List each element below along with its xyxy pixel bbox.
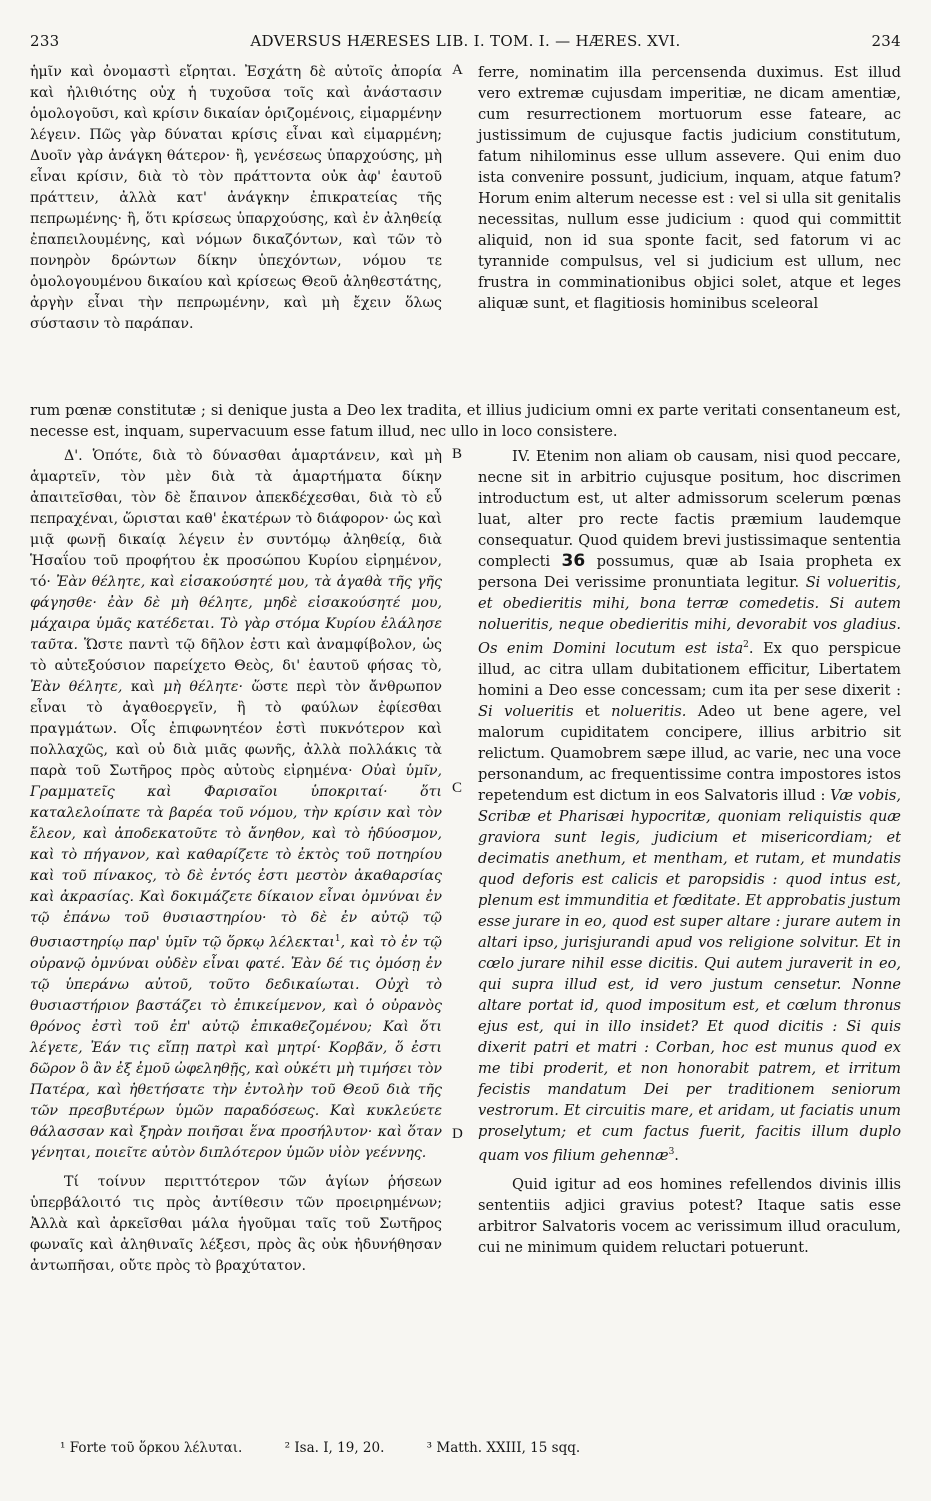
page-number-right: 234 (871, 32, 901, 50)
greek-text: Ὥστε παντὶ τῷ δῆλον ἐστι καὶ ἀναμφίβολον, ὡς τὸ αὐτεξούσιον παρείχετο Θεὸς, δι' ἑαυτοῦ φήσας τὸ, (30, 637, 442, 674)
latin-text: et (585, 702, 600, 720)
greek-column-b (30, 446, 442, 1277)
marginal-page-number: 36 (561, 551, 586, 571)
latin-quote-matthew: Væ vobis, Scribæ et Pharisæi hypocritæ, quoniam reliquistis quæ graviora sunt legis, judicium et misericordiam; et decimatis anethum, et mentham, et rutam, et mundatis quod deforis est calicis et paropsidis : quod intus est, plenum est immunditia et fœditate. Et approbatis justum esse jurare in eo, quod est super altare : jurare autem in altari ipso, jurisjurandi apud vos religione solvitur. Et in cœlo jurare nihil esse dicitis. Qui autem juraverit in eo, qui supra illud est, id vero justum censetur. Nonne altare portat id, quod impositum est, et cœlum thronus ejus est, qui in illo insidet? Et quod dicitis : Si quis dixerit patri et matri : Corban, hoc est munus quod ex me tibi proderit, et non honorabit patrem, et irritum fecistis mandatum Dei per traditionem seniorum vestrorum. Et circuitis mare, et aridam, ut faciatis unum proselytum; et cum factus fuerit, facitis illum duplo quam vos filium gehennæ (478, 786, 901, 1164)
latin-column-a (478, 62, 901, 314)
margin-mark-b: B (452, 446, 463, 462)
latin-paragraph-b2: Quid igitur ad eos homines refellendos divinis illis sententiis adjici gravius potest? Itaque satis esse arbitror Salvatoris vocem ac verissimum illud oraculum, cui ne minimum quidem reluctari potuerunt. (478, 1175, 901, 1256)
footnote-ref-2: 2 (743, 640, 749, 650)
footnote-ref-3: 3 (668, 1146, 675, 1157)
greek-text: ὥστε περὶ τὸν ἄνθρωπον εἶναι τὸ ἀγαθοεργεῖν, ἢ τὸ φαύλων ἐφίεσθαι πραγμάτων. Οἷς ἐπιφωνητέον ἐστὶ πυκνότερον καὶ πολλαχῶς, καὶ οὐ διὰ μιᾶς φωνῆς, ἀλλὰ πολλάκις τὰ παρὰ τοῦ Σωτῆρος πρὸς αὐτοὺς εἰρημένα· (30, 679, 442, 779)
latin-full-width-line (30, 400, 901, 442)
footnote-1: ¹ Forte τοῦ ὅρκου λέλυται. (60, 1440, 243, 1456)
greek-text: Δ'. Ὁπότε, διὰ τὸ δύνασθαι ἁμαρτάνειν, καὶ μὴ ἁμαρτεῖν, τὸν μὲν διὰ τὰ ἁμαρτήματα δίκην ἀπαιτεῖσθαι, τὸν δὲ ἔπαινον ἀπεκδέχεσθαι, διὰ τὸ εὖ πεπραχέναι, ὥρισται καθ' ἑκατέρων τὸ διάφορον· ὡς καὶ μιᾷ φωνῇ δικαίᾳ λέγειν ἐν συντόμῳ ἀληθείᾳ, διὰ Ἡσαΐου τοῦ προφήτου ἐκ προσώπου Κυρίου εἰρημένον, τό· (30, 448, 442, 590)
latin-text: IV. Etenim non aliam ob causam, nisi quod peccare, necne sit in arbitrio cujusque positum, hoc discrimen introductum est, ut alter admissorum scelerum pœnas luat, alter pro recte factis præmium laudemque consequatur. Quod quidem brevi justissimaque sententia complecti (478, 448, 901, 570)
latin-text: . Ex quo perspicue illud, ac citra ullam dubitationem efficitur, Libertatem homini a Deo esse concessam; cum ita per sese dixerit : (478, 639, 901, 699)
latin-column-b (478, 446, 901, 1258)
greek-quote: Ἐὰν θέλητε, (30, 679, 123, 695)
latin-paragraph-b1 (478, 446, 901, 1166)
greek-quote: μὴ θέλητε· (163, 679, 244, 695)
latin-text: . (674, 1146, 679, 1164)
footnotes (60, 1440, 901, 1456)
latin-quote: nolueritis. (611, 702, 687, 720)
latin-paragraph-a: ferre, nominatim illa percensenda duximus. Est illud vero extremæ cujusdam imperitiæ, ne dicam amentiæ, cum resurrectionem mortuorum esse fateare, ac justissimum de cujusque factis judicium constitutum, fatum nihilominus esse ullum assevere. Qui enim duo ista convenire possunt, judicium, inquam, atque fatum? Horum enim alterum necesse est : vel si ulla sit genitalis necessitas, nullum esse judicium : quod qui committit aliquid, non id sua sponte facit, sed fatorum vi ac tyrannide compulsus, vel si judicium est ullum, nec frustra in comminationibus objici solet, atque et leges aliquæ sunt, et flagitiosis hominibus sceleoral (478, 64, 901, 312)
latin-text: possumus, quæ ab Isaia propheta ex persona Dei verissime pronuntiata legitur. (478, 553, 902, 591)
footnote-3: ³ Matth. XXIII, 15 sqq. (426, 1440, 581, 1456)
margin-mark-d: D (452, 1126, 463, 1142)
greek-paragraph-b1 (30, 446, 442, 1164)
greek-quote-isaiah: Ἐὰν θέλητε, καὶ εἰσακούσητέ μου, τὰ ἀγαθὰ τῆς γῆς φάγησθε· ἐὰν δὲ μὴ θέλητε, μηδὲ εἰσακούσητέ μου, μάχαιρα ὑμᾶς κατέδεται. Τὸ γὰρ στόμα Κυρίου ἐλάλησε ταῦτα. (30, 574, 442, 653)
latin-text: Adeo ut bene agere, vel malorum cupiditatem concipere, illius arbitrio sit relictum. Quamobrem sæpe illud, ac varie, nec una voce personandum, ac frequentissime contra impostores istos repetendum est dictum in eos Salvatoris illud : (478, 702, 902, 804)
greek-quote-matthew-cont: , καὶ τὸ ἐν τῷ οὐρανῷ ὀμνύναι οὐδὲν εἶναι φατέ. Ἐὰν δέ τις ὀμόσῃ ἐν τῷ ὑπεράνω αὐτοῦ, τοῦτο δεδικαίωται. Οὐχὶ τὸ θυσιαστήριον βαστάζει τὸ ἐπικείμενον, καὶ ὁ οὐρανὸς θρόνος ἐστὶ τοῦ ἐπ' αὐτῷ ἐπικαθεζομένου; Καὶ ὅτι λέγετε, Ἐάν τις εἴπῃ πατρὶ καὶ μητρί· Κορβᾶν, ὅ ἐστι δῶρον ὃ ἂν ἐξ ἐμοῦ ὠφεληθῇς, καὶ οὐκέτι μὴ τιμήσει τὸν Πατέρα, καὶ ἠθετήσατε τὴν ἐντολὴν τοῦ Θεοῦ διὰ τῆς τῶν πρεσβυτέρων ὑμῶν παραδόσεως. Καὶ κυκλεύετε θάλασσαν καὶ ξηρὰν ποιῆσαι ἕνα προσήλυτον· καὶ ὅταν γένηται, ποιεῖτε αὐτὸν διπλότερον ὑμῶν υἱὸν γεέννης. (30, 934, 442, 1161)
footnote-ref-1: 1 (334, 934, 341, 944)
latin-quote-isaiah: Si volueritis, et obedieritis mihi, bona terræ comedetis. Si autem nolueritis, neque obedieritis mihi, devorabit vos gladius. Os enim Domini locutum est ista (478, 574, 901, 657)
margin-mark-c: C (452, 780, 463, 796)
greek-paragraph-a: ἡμῖν καὶ ὀνομαστὶ εἴρηται. Ἐσχάτη δὲ αὐτοῖς ἀπορία καὶ ἠλιθιότης οὐχ ἡ τυχοῦσα τοῖς καὶ ἀνάστασιν ὁμολογοῦσι, καὶ κρίσιν δικαίαν ὁριζομένοις, εἱμαρμένην λέγειν. Πῶς γὰρ δύναται κρίσις εἶναι καὶ εἱμαρμένη; Δυοῖν γὰρ ἀνάγκη θάτερον· ἢ, γενέσεως ὑπαρχούσης, μὴ εἶναι κρίσιν, διὰ τὸ τὸν πράττοντα οὐκ ἀφ' ἑαυτοῦ πράττειν, ἀλλὰ κατ' ἀνάγκην ἐπικρατείας τῆς πεπρωμένης· ἢ, ὅτι κρίσεως ὑπαρχούσης, καὶ ἐν ἀληθείᾳ ἐπαπειλουμένης, καὶ νόμων δικαζόντων, καὶ τῶν τὸ πονηρὸν δρώντων δίκην ὑπεχόντων, νόμου τε ὁμολογουμένου δικαίου καὶ κρίσεως Θεοῦ ἀληθεστάτης, ἀργὴν εἶναι τὴν πεπρωμένην, καὶ μὴ ἔχειν ὅλως σύστασιν τὸ παράπαν. (30, 64, 442, 332)
footnote-2: ² Isa. I, 19, 20. (284, 1440, 385, 1456)
page-number-left: 233 (30, 32, 60, 50)
greek-paragraph-b2: Τί τοίνυν περιττότερον τῶν ἁγίων ῥήσεων ὑπερβάλοιτό τις πρὸς ἀντίθεσιν τῶν προειρημένων; Ἀλλὰ καὶ ἀρκεῖσθαι μάλα ἡγοῦμαι ταῖς τοῦ Σωτῆρος φωναῖς καὶ ἀληθιναῖς λέξεσι, πρὸς ἃς οὐκ ἠδυνήθησαν ἀντωπῆσαι, οὔτε πρὸς τὸ βραχύτατον. (30, 1173, 442, 1274)
greek-quote-matthew: Οὐαὶ ὑμῖν, Γραμματεῖς καὶ Φαρισαῖοι ὑποκριταί· ὅτι καταλελοίπατε τὰ βαρέα τοῦ νόμου, τὴν κρίσιν καὶ τὸν ἔλεον, καὶ ἀποδεκατοῦτε τὸ ἄνηθον, καὶ τὸ ἡδύοσμον, καὶ τὸ πήγανον, καὶ καθαρίζετε τὸ ἐκτὸς τοῦ ποτηρίου καὶ τοῦ πίνακος, τὸ δὲ ἐντός ἐστι μεστὸν ἀκαθαρσίας καὶ ἀκρασίας. Καὶ δοκιμάζετε δίκαιον εἶναι ὀμνύναι ἐν τῷ ἐπάνω τοῦ θυσιαστηρίου· τὸ δὲ ἐν αὐτῷ τῷ θυσιαστηρίῳ παρ' ὑμῖν τῷ ὅρκῳ λέλεκται (30, 763, 443, 951)
latin-paragraph-a-end: rum pœnæ constitutæ ; si denique justa a Deo lex tradita, et illius judicium omni ex parte veritati consentaneum est, necesse est, inquam, supervacuum esse fatum illud, nec ullo in loco consistere. (30, 402, 901, 440)
running-title: ADVERSUS HÆRESES LIB. I. TOM. I. — HÆRES. XVI. (250, 32, 681, 50)
page-header (30, 32, 901, 54)
greek-text: καὶ (130, 679, 155, 695)
margin-mark-a: A (452, 62, 463, 78)
latin-quote: Si volueritis (478, 702, 574, 720)
greek-column-a (30, 62, 442, 335)
